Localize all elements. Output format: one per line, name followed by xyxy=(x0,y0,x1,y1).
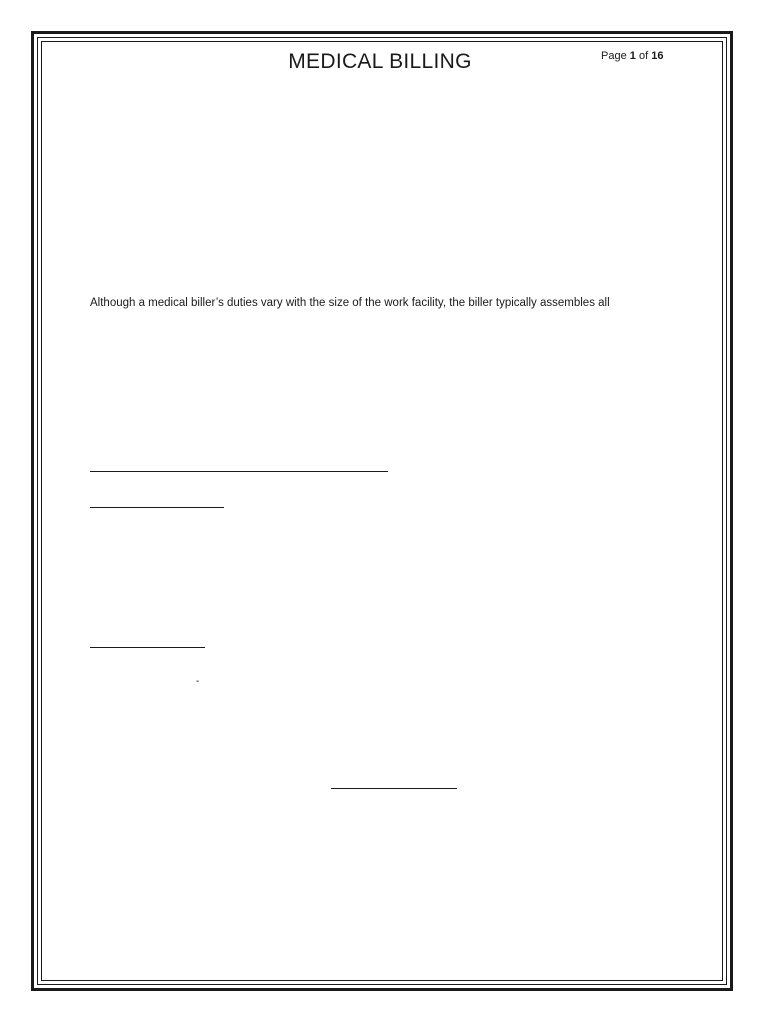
underline-rule-3 xyxy=(90,647,205,648)
dash-mark: - xyxy=(196,676,200,687)
page-border-inner xyxy=(41,41,723,981)
current-page-number: 1 xyxy=(629,50,636,62)
page-of-label: of xyxy=(638,50,649,62)
page-number-indicator xyxy=(601,50,663,62)
underline-rule-1 xyxy=(90,471,388,472)
underline-rule-4 xyxy=(331,788,457,789)
body-paragraph: Although a medical biller’s duties vary with the size of the work facility, the biller typically assembles all xyxy=(90,297,610,309)
total-pages-number: 16 xyxy=(651,50,664,62)
underline-rule-2 xyxy=(90,507,224,508)
document-title: MEDICAL BILLING xyxy=(288,50,472,73)
page-label: Page xyxy=(601,50,627,62)
